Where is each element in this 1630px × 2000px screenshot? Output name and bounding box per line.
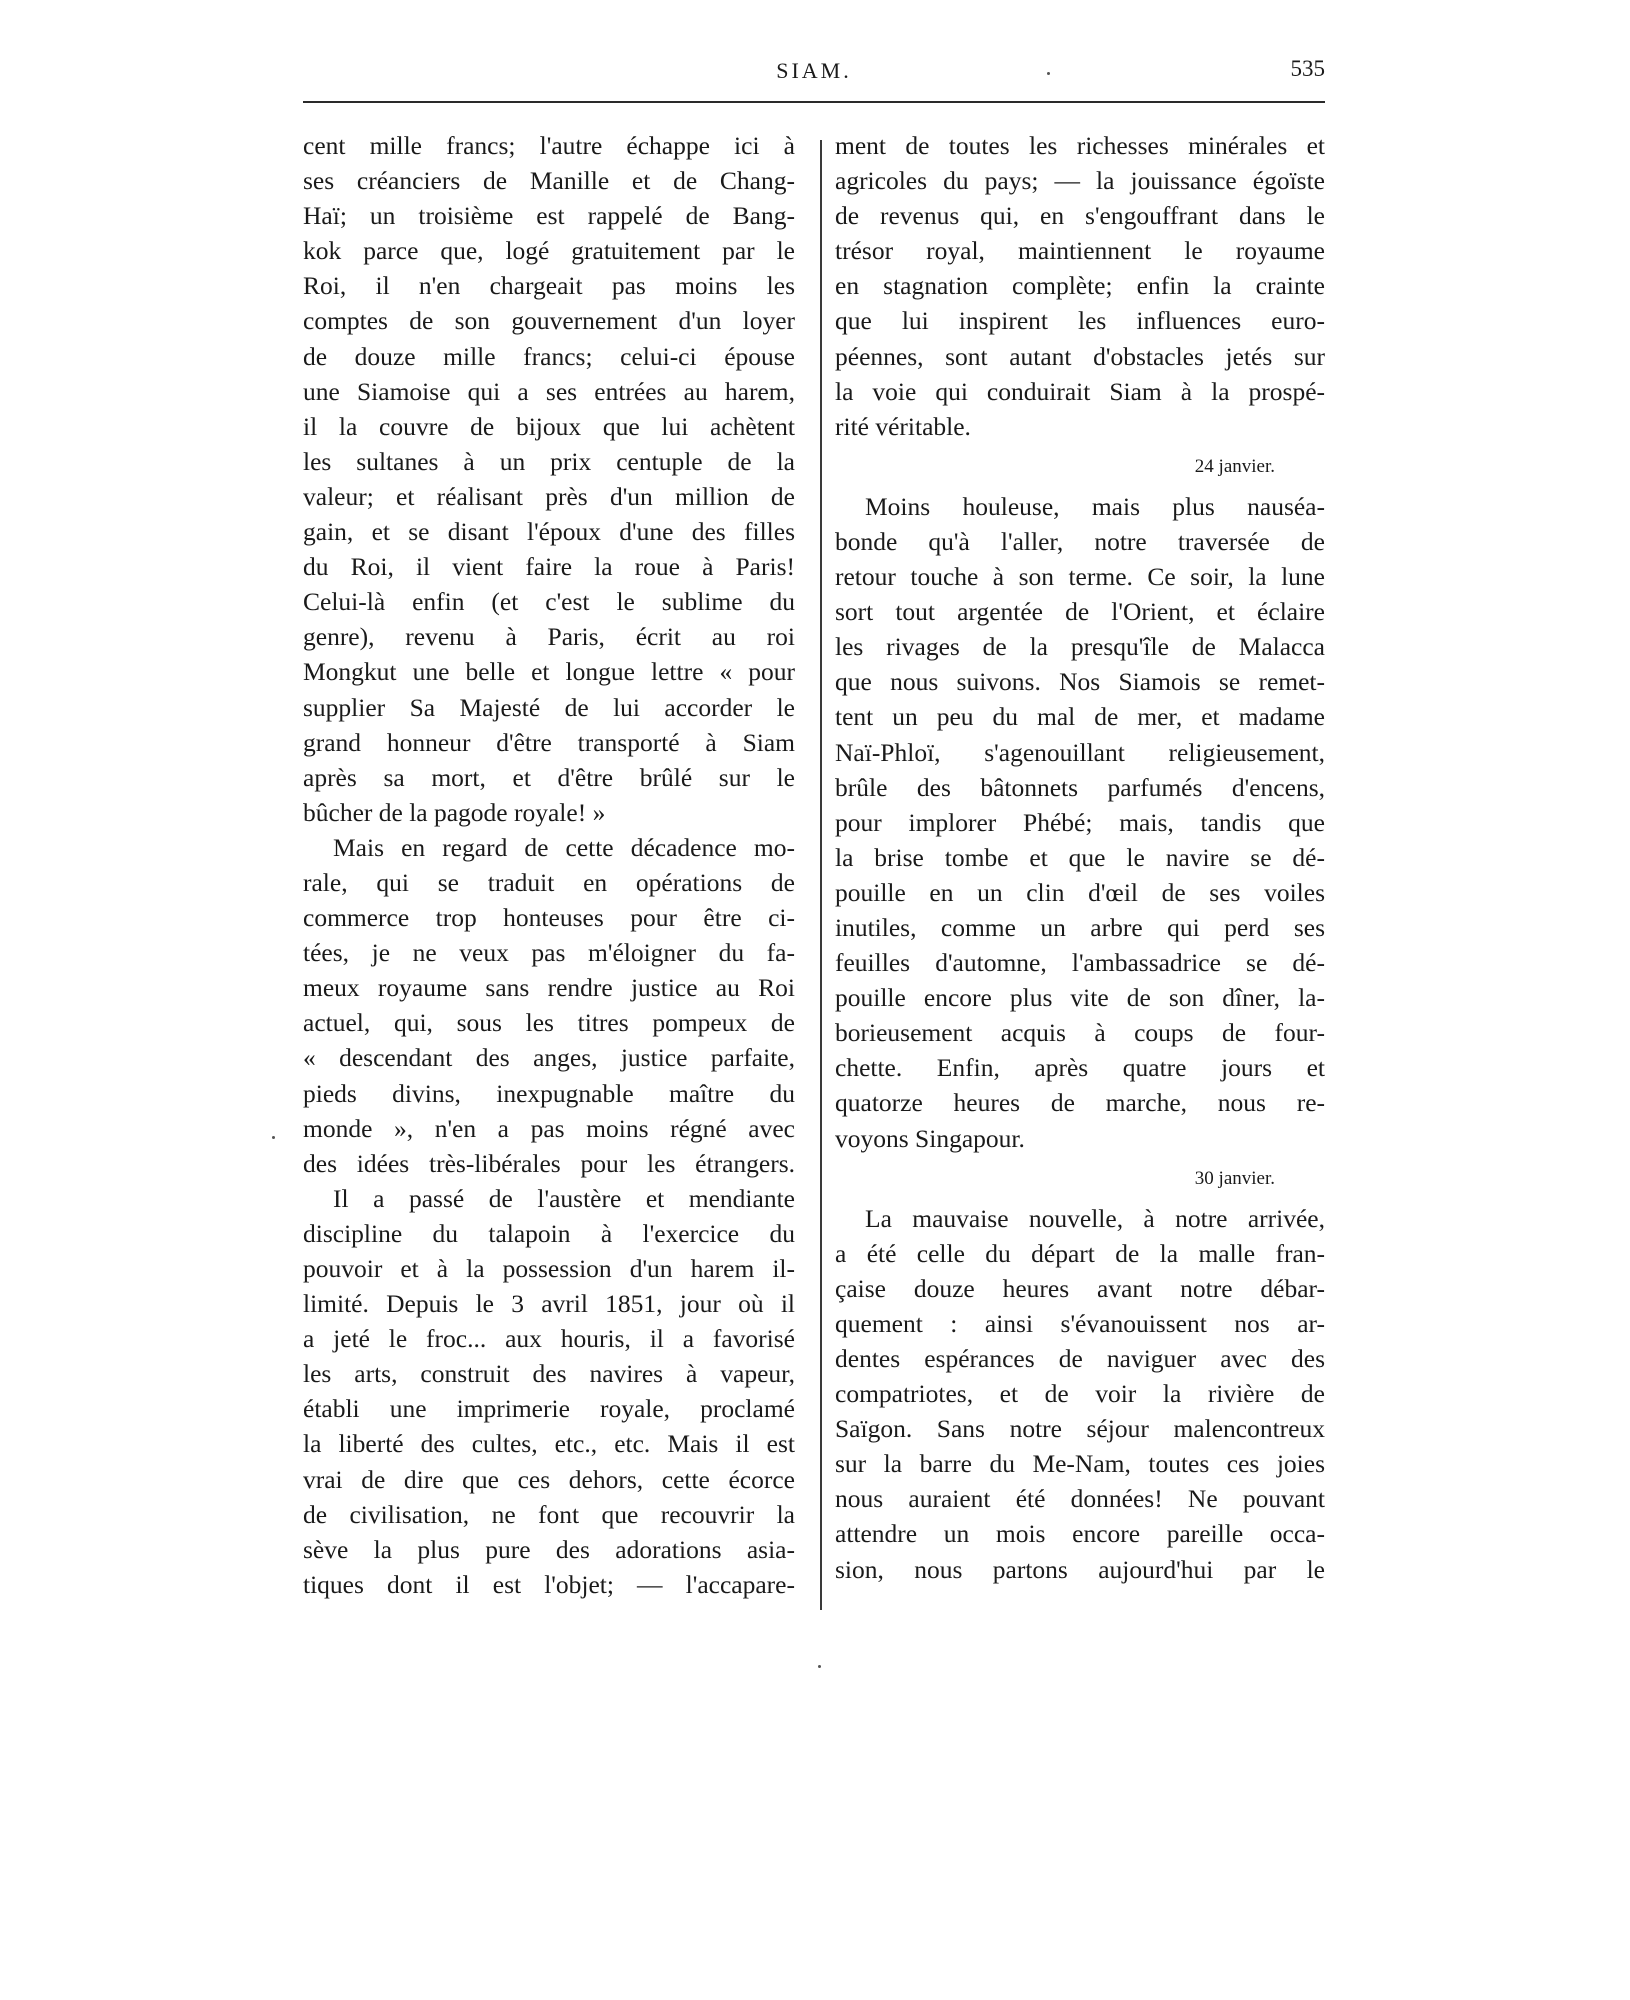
text-line: brûle des bâtonnets parfumés d'encens,	[835, 772, 1325, 802]
text-line: les sultanes à un prix centuple de la	[303, 446, 795, 476]
text-line: cent mille francs; l'autre échappe ici à	[303, 131, 795, 160]
text-line: en stagnation complète; enfin la crainte	[835, 271, 1325, 301]
text-line: sur la barre du Me-Nam, toutes ces joies	[835, 1449, 1325, 1479]
print-speck	[1047, 72, 1050, 75]
text-line: gain, et se disant l'époux d'une des filles	[303, 517, 795, 547]
text-line: ment de toutes les richesses minérales et	[835, 131, 1325, 160]
text-line: de civilisation, ne font que recouvrir la	[303, 1499, 795, 1529]
paragraph-start-line: Il a passé de l'austère et mendiante	[333, 1183, 795, 1213]
text-line: une Siamoise qui a ses entrées au harem,	[303, 376, 795, 406]
paragraph-start-line: Moins houleuse, mais plus nauséa-	[865, 491, 1325, 521]
text-line: après sa mort, et d'être brûlé sur le	[303, 762, 795, 792]
text-line: les rivages de la presqu'île de Malacca	[835, 632, 1325, 662]
text-line: commerce trop honteuses pour être ci-	[303, 903, 795, 933]
text-line: a jeté le froc... aux houris, il a favorisé	[303, 1324, 795, 1354]
text-line: que lui inspirent les influences euro-	[835, 306, 1325, 336]
text-line: nous auraient été données! Ne pouvant	[835, 1484, 1325, 1514]
text-line: les arts, construit des navires à vapeur,	[303, 1359, 795, 1389]
text-line: retour touche à son terme. Ce soir, la lune	[835, 562, 1325, 592]
text-line: valeur; et réalisant près d'un million de	[303, 481, 795, 511]
text-line: rité véritable.	[835, 411, 971, 441]
text-line: tent un peu du mal de mer, et madame	[835, 702, 1325, 732]
text-line: la liberté des cultes, etc., etc. Mais il est	[303, 1429, 795, 1459]
text-line: établi une imprimerie royale, proclamé	[303, 1394, 795, 1424]
text-line: péennes, sont autant d'obstacles jetés sur	[835, 341, 1325, 371]
text-line: bûcher de la pagode royale! »	[303, 797, 606, 827]
text-line: sève la plus pure des adorations asia-	[303, 1534, 795, 1564]
text-line: quatorze heures de marche, nous re-	[835, 1088, 1325, 1118]
text-line: inutiles, comme un arbre qui perd ses	[835, 912, 1325, 942]
text-line: comptes de son gouvernement d'un loyer	[303, 306, 795, 336]
text-line: ses créanciers de Manille et de Chang-	[303, 166, 795, 196]
text-line: agricoles du pays; — la jouissance égoïste	[835, 166, 1325, 196]
column-divider	[820, 140, 822, 1610]
paragraph-start-line: Mais en regard de cette décadence mo-	[333, 832, 795, 862]
text-line: a été celle du départ de la malle fran-	[835, 1238, 1325, 1268]
print-speck	[818, 1665, 821, 1668]
text-line: de revenus qui, en s'engouffrant dans le	[835, 201, 1325, 231]
text-line: Mongkut une belle et longue lettre « pour	[303, 657, 795, 687]
text-line: borieusement acquis à coups de four-	[835, 1018, 1325, 1048]
left-column	[303, 128, 795, 1602]
text-line: pouvoir et à la possession d'un harem il-	[303, 1254, 795, 1283]
text-line: limité. Depuis le 3 avril 1851, jour où il	[303, 1289, 795, 1319]
text-line: quement : ainsi s'évanouissent nos ar-	[835, 1308, 1325, 1338]
text-line: attendre un mois encore pareille occa-	[835, 1519, 1325, 1549]
print-speck	[272, 1136, 275, 1139]
text-line: de douze mille francs; celui-ci épouse	[303, 341, 795, 371]
text-line: pour implorer Phébé; mais, tandis que	[835, 807, 1325, 837]
text-line: actuel, qui, sous les titres pompeux de	[303, 1008, 795, 1038]
text-line: bonde qu'à l'aller, notre traversée de	[835, 526, 1325, 556]
text-line: Naï-Phloï, s'agenouillant religieusement,	[835, 737, 1325, 767]
text-line: du Roi, il vient faire la roue à Paris!	[303, 552, 795, 582]
text-line: voyons Singapour.	[835, 1123, 1025, 1153]
dateline-24-janvier: 24 janvier.	[1194, 455, 1275, 477]
text-line: la voie qui conduirait Siam à la prospé-	[835, 376, 1325, 406]
text-line: compatriotes, et de voir la rivière de	[835, 1379, 1325, 1409]
text-line: monde », n'en a pas moins régné avec	[303, 1113, 795, 1143]
text-line: « descendant des anges, justice parfaite,	[303, 1043, 795, 1073]
text-line: pieds divins, inexpugnable maître du	[303, 1078, 795, 1108]
text-line: feuilles d'automne, l'ambassadrice se dé-	[835, 948, 1325, 978]
text-line: tées, je ne veux pas m'éloigner du fa-	[303, 938, 795, 968]
text-line: genre), revenu à Paris, écrit au roi	[303, 622, 795, 652]
text-line: tiques dont il est l'objet; — l'accapare-	[303, 1569, 795, 1599]
text-line: pouille encore plus vite de son dîner, la-	[835, 983, 1325, 1013]
running-header	[303, 52, 1325, 92]
text-line: meux royaume sans rendre justice au Roi	[303, 973, 795, 1003]
text-line: des idées très-libérales pour les étrangers.	[303, 1148, 795, 1178]
text-line: Roi, il n'en chargeait pas moins les	[303, 271, 795, 301]
text-line: grand honneur d'être transporté à Siam	[303, 727, 795, 757]
text-line: pouille en un clin d'œil de ses voiles	[835, 877, 1325, 907]
text-line: chette. Enfin, après quatre jours et	[835, 1053, 1325, 1083]
text-line: Saïgon. Sans notre séjour malencontreux	[835, 1414, 1325, 1444]
text-line: que nous suivons. Nos Siamois se remet-	[835, 667, 1325, 697]
page-number: 535	[1290, 56, 1325, 81]
text-line: vrai de dire que ces dehors, cette écorce	[303, 1464, 795, 1494]
text-line: discipline du talapoin à l'exercice du	[303, 1218, 795, 1248]
text-line: il la couvre de bijoux que lui achètent	[303, 411, 795, 441]
text-line: kok parce que, logé gratuitement par le	[303, 236, 795, 266]
text-line: rale, qui se traduit en opérations de	[303, 867, 795, 897]
text-line: dentes espérances de naviguer avec des	[835, 1344, 1325, 1373]
text-line: sort tout argentée de l'Orient, et éclaire	[835, 597, 1325, 627]
text-line: supplier Sa Majesté de lui accorder le	[303, 692, 795, 722]
header-rule	[303, 101, 1325, 103]
text-line: trésor royal, maintiennent le royaume	[835, 236, 1325, 266]
text-line: sion, nous partons aujourd'hui par le	[835, 1554, 1325, 1584]
text-line: Celui-là enfin (et c'est le sublime du	[303, 587, 795, 617]
text-line: la brise tombe et que le navire se dé-	[835, 842, 1325, 872]
dateline-30-janvier: 30 janvier.	[1194, 1167, 1275, 1189]
text-line: çaise douze heures avant notre débar-	[835, 1273, 1325, 1303]
running-title: SIAM.	[776, 58, 852, 83]
paragraph-start-line: La mauvaise nouvelle, à notre arrivée,	[865, 1203, 1325, 1233]
right-column	[835, 128, 1325, 1587]
text-line: Haï; un troisième est rappelé de Bang-	[303, 201, 795, 231]
